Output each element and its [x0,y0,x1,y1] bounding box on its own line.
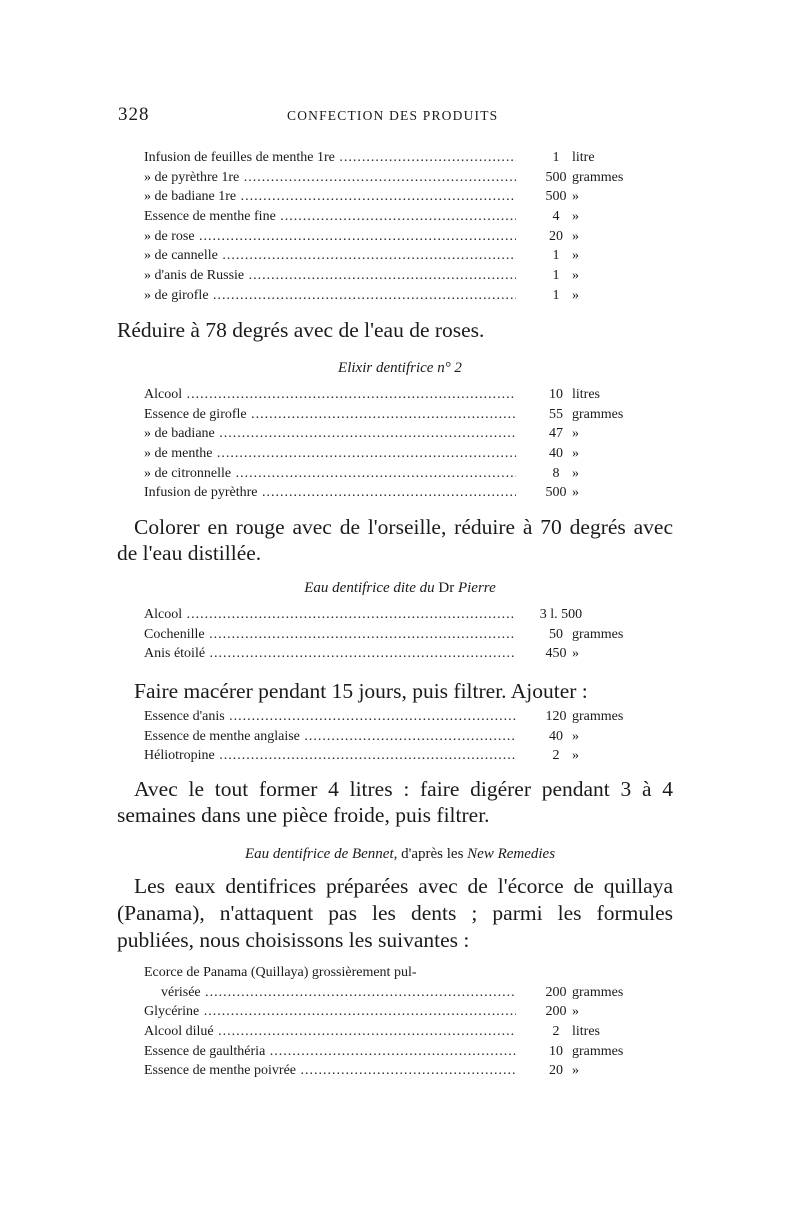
recipe-row: Essence de menthe poivrée ..... 20 » [144,1061,644,1081]
recipe-3 [144,605,644,664]
recipe-row: » de badiane 1re ..... 500 » [144,187,644,207]
page-number: 328 [118,104,150,125]
recipe-row: Infusion de feuilles de menthe 1re ..... 1 litre [144,148,644,168]
recipe-row: Alcool ..... 3 l. 500 [144,605,644,625]
recipe-2 [144,385,644,503]
recipe-title: Eau dentifrice dite du Dr Pierre [304,580,496,596]
instruction-paragraph: Réduire à 78 degrés avec de l'eau de roses. [117,318,485,342]
instruction-paragraph: Avec le tout former 4 litres : faire digérer pendant 3 à 4 semaines dans une pièce froide, puis filtrer. [117,777,673,827]
recipe-row: Essence de menthe fine ..... 4 » [144,207,644,227]
recipe-row: vérisée ..... 200 grammes [144,983,644,1003]
instruction-paragraph: Faire macérer pendant 15 jours, puis filtrer. Ajouter : [134,679,588,703]
recipe-row: Alcool ..... 10 litres [144,385,644,405]
recipe-row: » de pyrèthre 1re ..... 500 grammes [144,168,644,188]
recipe-row: » de girofle ..... 1 » [144,286,644,306]
recipe-row: Infusion de pyrèthre ..... 500 » [144,483,644,503]
recipe-row: Cochenille ..... 50 grammes [144,625,644,645]
recipe-5 [144,963,644,1081]
recipe-row: Essence de girofle ..... 55 grammes [144,405,644,425]
recipe-row: Essence de menthe anglaise ..... 40 » [144,727,644,747]
recipe-row: Anis étoilé ..... 450 » [144,644,644,664]
recipe-row: » de cannelle ..... 1 » [144,246,644,266]
recipe-1 [144,148,644,306]
recipe-row-continued: Ecorce de Panama (Quillaya) grossièrement pul- [144,965,417,980]
recipe-row: » de menthe ..... 40 » [144,444,644,464]
recipe-row: Glycérine ..... 200 » [144,1002,644,1022]
recipe-row: » d'anis de Russie ..... 1 » [144,266,644,286]
intro-paragraph: Les eaux dentifrices préparées avec de l'écorce de quillaya (Panama), n'attaquent pas les dents ; parmi les formules publiées, nous choisissons les suivantes : [117,874,673,952]
recipe-row: Alcool dilué ..... 2 litres [144,1022,644,1042]
recipe-row: » de citronnelle ..... 8 » [144,464,644,484]
recipe-row: Héliotropine ..... 2 » [144,746,644,766]
instruction-paragraph: Colorer en rouge avec de l'orseille, réduire à 70 degrés avec de l'eau distillée. [117,515,673,565]
recipe-title: Eau dentifrice de Bennet, d'après les New Remedies [244,846,556,862]
recipe-row: Essence d'anis ..... 120 grammes [144,707,644,727]
running-title: CONFECTION DES PRODUITS [287,108,499,123]
recipe-4 [144,707,644,766]
recipe-row: Essence de gaulthéria ..... 10 grammes [144,1042,644,1062]
recipe-row: » de badiane ..... 47 » [144,424,644,444]
recipe-row: » de rose ..... 20 » [144,227,644,247]
recipe-title: Elixir dentifrice n° 2 [338,360,462,376]
